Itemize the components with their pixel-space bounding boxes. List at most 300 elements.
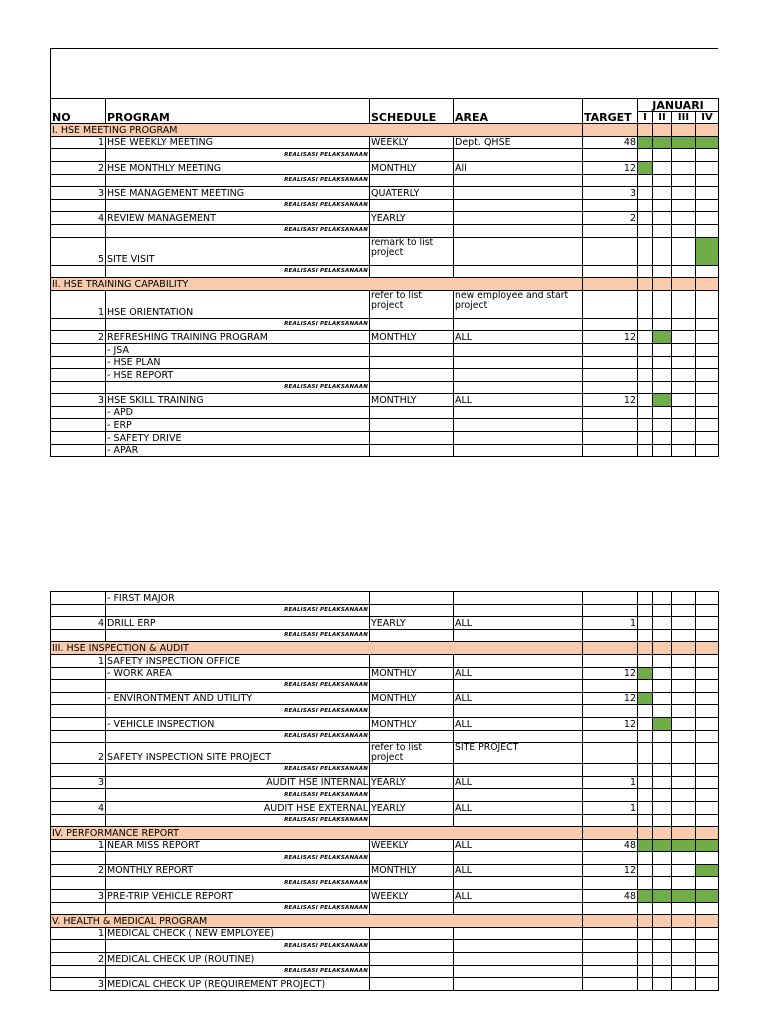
program-target: 48	[583, 890, 638, 903]
week-cell	[653, 161, 672, 174]
program-area: ALL	[454, 801, 583, 814]
section-row	[51, 827, 719, 840]
week-cell	[653, 667, 672, 680]
program-schedule	[370, 654, 454, 667]
week-cell	[638, 743, 653, 764]
program-row	[51, 743, 719, 764]
realisasi-label: REALISASI PELAKSANAAN	[106, 764, 370, 777]
target-cell	[583, 764, 638, 777]
week-cell	[696, 444, 719, 457]
program-row	[51, 717, 719, 730]
program-target: 12	[583, 667, 638, 680]
week-cell	[638, 705, 653, 718]
week-cell	[672, 394, 696, 407]
week-cell	[696, 667, 719, 680]
week-cell	[638, 978, 653, 991]
realisasi-row	[51, 629, 719, 642]
week-cell	[672, 331, 696, 344]
week-done-cell	[696, 237, 719, 265]
schedule-cell	[370, 852, 454, 865]
week-cell	[653, 915, 672, 928]
program-schedule: WEEKLY	[370, 839, 454, 852]
week-cell	[672, 444, 696, 457]
hse-program-table-2	[50, 591, 719, 991]
program-name: REVIEW MANAGEMENT	[106, 212, 370, 225]
schedule-sheet-page-1	[50, 98, 719, 457]
week-cell	[696, 617, 719, 630]
week-cell	[696, 432, 719, 445]
week-cell	[638, 265, 653, 278]
program-number	[51, 667, 106, 680]
week-cell	[672, 743, 696, 764]
week-cell	[672, 953, 696, 966]
program-target	[583, 654, 638, 667]
realisasi-row	[51, 814, 719, 827]
realisasi-label: REALISASI PELAKSANAAN	[106, 902, 370, 915]
program-schedule: YEARLY	[370, 212, 454, 225]
schedule-cell	[370, 356, 454, 369]
schedule-cell	[370, 406, 454, 419]
program-row	[51, 927, 719, 940]
week-cell	[653, 149, 672, 162]
no-cell	[51, 369, 106, 382]
week-done-cell	[653, 717, 672, 730]
program-name: NEAR MISS REPORT	[106, 839, 370, 852]
week-cell	[672, 927, 696, 940]
week-done-cell	[672, 136, 696, 149]
sub-item-row	[51, 432, 719, 445]
area-cell	[454, 432, 583, 445]
week-cell	[653, 743, 672, 764]
week-cell	[638, 224, 653, 237]
week-cell	[638, 369, 653, 382]
week-done-cell	[638, 161, 653, 174]
week-done-cell	[696, 890, 719, 903]
week-cell	[696, 680, 719, 693]
week-cell	[653, 369, 672, 382]
week-done-cell	[638, 136, 653, 149]
week-cell	[638, 789, 653, 802]
target-cell	[583, 199, 638, 212]
no-cell	[51, 592, 106, 605]
realisasi-label: REALISASI PELAKSANAAN	[106, 629, 370, 642]
program-row	[51, 776, 719, 789]
schedule-cell	[370, 789, 454, 802]
area-cell	[454, 369, 583, 382]
program-target: 48	[583, 839, 638, 852]
program-name: AUDIT HSE INTERNAL	[106, 776, 370, 789]
sub-item-row	[51, 592, 719, 605]
realisasi-row	[51, 852, 719, 865]
week-cell	[696, 149, 719, 162]
week-cell	[653, 801, 672, 814]
week-cell	[696, 124, 719, 137]
program-target: 3	[583, 187, 638, 200]
week-cell	[672, 667, 696, 680]
week-cell	[672, 629, 696, 642]
program-schedule	[370, 978, 454, 991]
sub-item-row	[51, 343, 719, 356]
program-target	[583, 290, 638, 318]
target-cell	[583, 902, 638, 915]
area-cell	[454, 730, 583, 743]
program-name: PRE-TRIP VEHICLE REPORT	[106, 890, 370, 903]
no-cell	[51, 419, 106, 432]
program-area	[454, 212, 583, 225]
program-area: ALL	[454, 776, 583, 789]
program-number: 4	[51, 617, 106, 630]
week-cell	[672, 692, 696, 705]
schedule-cell	[370, 814, 454, 827]
week-cell	[696, 278, 719, 291]
program-name: SITE VISIT	[106, 237, 370, 265]
program-area	[454, 953, 583, 966]
week-cell	[653, 927, 672, 940]
schedule-cell	[370, 174, 454, 187]
week-cell	[638, 290, 653, 318]
week-cell	[653, 444, 672, 457]
week-cell	[672, 764, 696, 777]
week-cell	[653, 864, 672, 877]
header-no: NO	[51, 99, 106, 124]
week-done-cell	[638, 890, 653, 903]
area-cell	[454, 877, 583, 890]
week-cell	[696, 915, 719, 928]
program-area: ALL	[454, 839, 583, 852]
week-cell	[653, 642, 672, 655]
no-cell	[51, 877, 106, 890]
section-title: III. HSE INSPECTION & AUDIT	[51, 642, 583, 655]
program-number: 3	[51, 890, 106, 903]
no-cell	[51, 965, 106, 978]
week-cell	[696, 604, 719, 617]
program-row	[51, 978, 719, 991]
realisasi-row	[51, 199, 719, 212]
week-cell	[653, 604, 672, 617]
week-cell	[653, 827, 672, 840]
program-number: 1	[51, 839, 106, 852]
program-name: MONTHLY REPORT	[106, 864, 370, 877]
week-cell	[696, 730, 719, 743]
schedule-cell	[370, 902, 454, 915]
week-cell	[672, 915, 696, 928]
target-cell	[583, 419, 638, 432]
sub-program-label: - HSE REPORT	[106, 369, 370, 382]
week-cell	[638, 174, 653, 187]
week-cell	[638, 331, 653, 344]
realisasi-label: REALISASI PELAKSANAAN	[106, 814, 370, 827]
program-area: ALL	[454, 864, 583, 877]
week-cell	[638, 852, 653, 865]
schedule-cell	[370, 629, 454, 642]
header-week-2: II	[653, 111, 672, 124]
program-target: 2	[583, 212, 638, 225]
target-cell	[583, 789, 638, 802]
no-cell	[51, 604, 106, 617]
realisasi-row	[51, 940, 719, 953]
week-cell	[653, 224, 672, 237]
program-schedule: YEARLY	[370, 801, 454, 814]
schedule-cell	[370, 149, 454, 162]
no-cell	[51, 705, 106, 718]
realisasi-row	[51, 149, 719, 162]
target-cell	[583, 852, 638, 865]
schedule-cell	[370, 318, 454, 331]
week-cell	[638, 187, 653, 200]
program-target	[583, 237, 638, 265]
week-cell	[672, 199, 696, 212]
target-cell	[583, 432, 638, 445]
program-schedule: WEEKLY	[370, 890, 454, 903]
week-cell	[638, 394, 653, 407]
week-cell	[696, 265, 719, 278]
program-schedule: MONTHLY	[370, 717, 454, 730]
program-schedule: MONTHLY	[370, 394, 454, 407]
area-cell	[454, 224, 583, 237]
week-cell	[696, 394, 719, 407]
program-name: - ENVIRONTMENT AND UTILITY	[106, 692, 370, 705]
week-cell	[672, 290, 696, 318]
program-schedule: YEARLY	[370, 776, 454, 789]
no-cell	[51, 174, 106, 187]
week-cell	[653, 199, 672, 212]
section-title: IV. PERFORMANCE REPORT	[51, 827, 583, 840]
week-cell	[672, 789, 696, 802]
week-cell	[696, 212, 719, 225]
program-schedule: MONTHLY	[370, 331, 454, 344]
schedule-cell	[370, 940, 454, 953]
program-schedule: MONTHLY	[370, 864, 454, 877]
week-cell	[653, 902, 672, 915]
program-number: 2	[51, 331, 106, 344]
week-cell	[672, 705, 696, 718]
program-number: 3	[51, 776, 106, 789]
week-done-cell	[696, 136, 719, 149]
section-title: II. HSE TRAINING CAPABILITY	[51, 278, 583, 291]
program-row	[51, 890, 719, 903]
week-cell	[638, 212, 653, 225]
sub-program-label: - SAFETY DRIVE	[106, 432, 370, 445]
header-area: AREA	[454, 99, 583, 124]
no-cell	[51, 852, 106, 865]
target-cell	[583, 877, 638, 890]
no-cell	[51, 381, 106, 394]
week-cell	[672, 717, 696, 730]
week-done-cell	[696, 839, 719, 852]
target-cell	[583, 827, 638, 840]
area-cell	[454, 406, 583, 419]
week-done-cell	[653, 839, 672, 852]
week-cell	[672, 965, 696, 978]
program-area: SITE PROJECT	[454, 743, 583, 764]
week-cell	[653, 705, 672, 718]
week-cell	[672, 237, 696, 265]
week-cell	[696, 927, 719, 940]
week-cell	[672, 406, 696, 419]
week-cell	[653, 617, 672, 630]
program-number	[51, 717, 106, 730]
sub-item-row	[51, 444, 719, 457]
no-cell	[51, 343, 106, 356]
program-area: Dept. QHSE	[454, 136, 583, 149]
week-cell	[638, 149, 653, 162]
program-schedule	[370, 927, 454, 940]
target-cell	[583, 940, 638, 953]
program-row	[51, 801, 719, 814]
week-cell	[653, 290, 672, 318]
target-cell	[583, 814, 638, 827]
week-cell	[672, 224, 696, 237]
area-cell	[454, 705, 583, 718]
week-cell	[653, 629, 672, 642]
week-cell	[638, 965, 653, 978]
week-done-cell	[653, 394, 672, 407]
week-cell	[638, 604, 653, 617]
realisasi-row	[51, 318, 719, 331]
realisasi-label: REALISASI PELAKSANAAN	[106, 680, 370, 693]
week-cell	[653, 212, 672, 225]
week-cell	[696, 318, 719, 331]
no-cell	[51, 432, 106, 445]
program-number: 4	[51, 801, 106, 814]
program-area: ALL	[454, 667, 583, 680]
week-cell	[696, 381, 719, 394]
program-name: REFRESHING TRAINING PROGRAM	[106, 331, 370, 344]
week-cell	[638, 642, 653, 655]
program-number: 2	[51, 161, 106, 174]
week-cell	[696, 161, 719, 174]
program-row	[51, 161, 719, 174]
week-cell	[653, 764, 672, 777]
header-week-3: III	[672, 111, 696, 124]
no-cell	[51, 730, 106, 743]
target-cell	[583, 343, 638, 356]
area-cell	[454, 149, 583, 162]
week-cell	[638, 406, 653, 419]
week-cell	[638, 592, 653, 605]
week-cell	[672, 680, 696, 693]
program-number: 5	[51, 237, 106, 265]
week-cell	[653, 419, 672, 432]
week-cell	[638, 877, 653, 890]
program-target	[583, 743, 638, 764]
week-cell	[696, 705, 719, 718]
header-week-1: I	[638, 111, 653, 124]
week-cell	[638, 237, 653, 265]
week-cell	[672, 174, 696, 187]
area-cell	[454, 199, 583, 212]
area-cell	[454, 965, 583, 978]
schedule-sheet-page-2	[50, 591, 719, 991]
program-row	[51, 864, 719, 877]
realisasi-row	[51, 877, 719, 890]
week-cell	[696, 743, 719, 764]
week-cell	[696, 827, 719, 840]
program-area: All	[454, 161, 583, 174]
area-cell	[454, 789, 583, 802]
sub-item-row	[51, 369, 719, 382]
week-done-cell	[653, 890, 672, 903]
no-cell	[51, 406, 106, 419]
week-cell	[653, 356, 672, 369]
week-cell	[672, 877, 696, 890]
week-cell	[672, 149, 696, 162]
week-cell	[653, 730, 672, 743]
program-row	[51, 394, 719, 407]
program-name: DRILL ERP	[106, 617, 370, 630]
area-cell	[454, 444, 583, 457]
week-cell	[653, 692, 672, 705]
target-cell	[583, 592, 638, 605]
week-cell	[672, 212, 696, 225]
week-cell	[653, 877, 672, 890]
no-cell	[51, 814, 106, 827]
program-schedule: WEEKLY	[370, 136, 454, 149]
area-cell	[454, 604, 583, 617]
schedule-cell	[370, 877, 454, 890]
realisasi-row	[51, 730, 719, 743]
program-name: - VEHICLE INSPECTION	[106, 717, 370, 730]
week-cell	[638, 864, 653, 877]
realisasi-label: REALISASI PELAKSANAAN	[106, 965, 370, 978]
no-cell	[51, 199, 106, 212]
schedule-cell	[370, 369, 454, 382]
target-cell	[583, 604, 638, 617]
week-cell	[696, 331, 719, 344]
realisasi-label: REALISASI PELAKSANAAN	[106, 224, 370, 237]
week-cell	[672, 827, 696, 840]
week-cell	[696, 174, 719, 187]
program-name: MEDICAL CHECK UP (REQUIREMENT PROJECT)	[106, 978, 370, 991]
week-cell	[696, 965, 719, 978]
area-cell	[454, 814, 583, 827]
week-cell	[696, 852, 719, 865]
week-cell	[638, 629, 653, 642]
realisasi-row	[51, 224, 719, 237]
week-cell	[653, 965, 672, 978]
header-schedule: SCHEDULE	[370, 99, 454, 124]
week-cell	[653, 953, 672, 966]
program-area	[454, 654, 583, 667]
week-done-cell	[696, 864, 719, 877]
program-number	[51, 692, 106, 705]
area-cell	[454, 629, 583, 642]
week-cell	[653, 814, 672, 827]
program-schedule: MONTHLY	[370, 692, 454, 705]
program-area: new employee and start project	[454, 290, 583, 318]
week-cell	[672, 356, 696, 369]
target-cell	[583, 124, 638, 137]
week-cell	[672, 419, 696, 432]
program-number: 1	[51, 927, 106, 940]
realisasi-row	[51, 680, 719, 693]
program-row	[51, 290, 719, 318]
no-cell	[51, 629, 106, 642]
program-name: HSE SKILL TRAINING	[106, 394, 370, 407]
week-cell	[672, 978, 696, 991]
week-cell	[638, 902, 653, 915]
program-row	[51, 692, 719, 705]
sub-item-row	[51, 419, 719, 432]
realisasi-label: REALISASI PELAKSANAAN	[106, 149, 370, 162]
program-schedule: remark to list project	[370, 237, 454, 265]
program-name: HSE MONTHLY MEETING	[106, 161, 370, 174]
section-title: V. HEALTH & MEDICAL PROGRAM	[51, 915, 583, 928]
week-cell	[653, 237, 672, 265]
sub-program-label: - HSE PLAN	[106, 356, 370, 369]
program-name: SAFETY INSPECTION OFFICE	[106, 654, 370, 667]
target-cell	[583, 356, 638, 369]
